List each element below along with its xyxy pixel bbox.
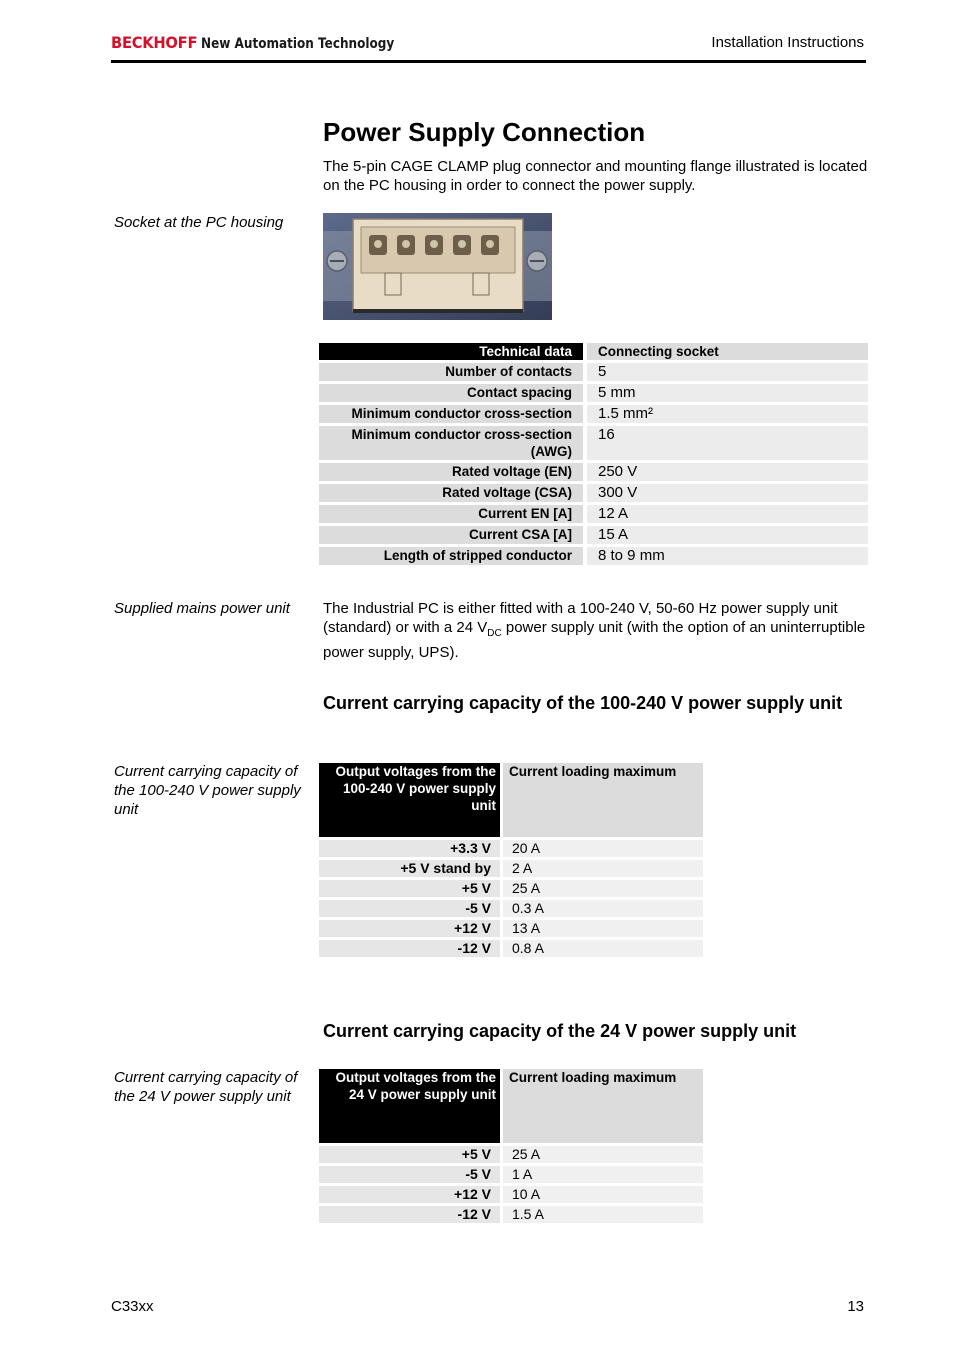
header-current-loading: Current loading maximum [500, 763, 703, 837]
table-row [319, 484, 868, 502]
technical-data-table [319, 340, 868, 568]
row-label: Number of contacts [319, 363, 583, 381]
row-label: +5 V [319, 1146, 500, 1163]
table-row [319, 1166, 703, 1183]
connector-photo [323, 213, 552, 320]
socket-caption: Socket at the PC housing [114, 214, 284, 231]
row-label: +12 V [319, 920, 500, 937]
row-value: 0.3 A [500, 900, 703, 917]
row-value: 0.8 A [500, 940, 703, 957]
row-value: 16 [583, 426, 868, 460]
row-value: 5 mm [583, 384, 868, 402]
table-row [319, 920, 703, 937]
mains-text-b: power supply unit (with the option of an uninterruptible power supply, UPS). [323, 619, 866, 661]
header-connecting-socket: Connecting socket [583, 343, 868, 360]
row-value: 1.5 A [500, 1206, 703, 1223]
row-label: +3.3 V [319, 840, 500, 857]
table-header-row [319, 1069, 703, 1143]
page-title: Power Supply Connection [323, 117, 646, 147]
table-row [319, 1206, 703, 1223]
row-value: 15 A [583, 526, 868, 544]
table-row [319, 1186, 703, 1203]
table-row [319, 940, 703, 957]
mains-paragraph [323, 599, 868, 662]
mains-text-a: The Industrial PC is either fitted with a 100-240 V, 50-60 Hz power supply unit (standard) or with a 24 V [323, 600, 838, 636]
row-label: Current CSA [A] [319, 526, 583, 544]
row-value: 250 V [583, 463, 868, 481]
row-value: 12 A [583, 505, 868, 523]
row-label: -12 V [319, 1206, 500, 1223]
row-value: 25 A [500, 880, 703, 897]
table-header-row [319, 343, 868, 360]
table-row [319, 363, 868, 381]
footer-product: C33xx [111, 1298, 154, 1315]
table-header-row [319, 763, 703, 837]
row-value: 1.5 mm² [583, 405, 868, 423]
row-label: -5 V [319, 1166, 500, 1183]
table-row [319, 1146, 703, 1163]
row-value: 20 A [500, 840, 703, 857]
row-label: +5 V [319, 880, 500, 897]
table-row [319, 840, 703, 857]
row-label: Current EN [A] [319, 505, 583, 523]
header-technical-data: Technical data [319, 343, 583, 360]
intro-paragraph: The 5-pin CAGE CLAMP plug connector and mounting flange illustrated is located on the PC housing in order to connect the power supply. [323, 158, 868, 194]
row-label: Length of stripped conductor [319, 547, 583, 565]
footer-page-number: 13 [847, 1298, 864, 1315]
mains-text-sub: DC [487, 628, 502, 639]
row-label: Contact spacing [319, 384, 583, 402]
header-rule [111, 60, 866, 63]
header-output-voltages: Output voltages from the 100-240 V power supply unit [319, 763, 500, 837]
row-label: Minimum conductor cross-section (AWG) [319, 426, 583, 460]
section2-heading: Current carrying capacity of the 24 V power supply unit [323, 1021, 797, 1041]
header-output-voltages: Output voltages from the 24 V power supply unit [319, 1069, 500, 1143]
brand-tagline: New Automation Technology [200, 36, 394, 52]
mains-caption: Supplied mains power unit [114, 600, 290, 617]
row-value: 13 A [500, 920, 703, 937]
row-value: 1 A [500, 1166, 703, 1183]
table-row [319, 405, 868, 423]
row-value: 25 A [500, 1146, 703, 1163]
row-label: Minimum conductor cross-section [319, 405, 583, 423]
header-current-loading: Current loading maximum [500, 1069, 703, 1143]
section2-caption: Current carrying capacity of the 24 V power supply unit [114, 1069, 298, 1105]
section1-heading: Current carrying capacity of the 100-240 V power supply unit [323, 693, 843, 713]
row-value: 300 V [583, 484, 868, 502]
table-row [319, 547, 868, 565]
table-row [319, 426, 868, 460]
table-row [319, 463, 868, 481]
row-value: 5 [583, 363, 868, 381]
brand-name: BECKHOFF [111, 33, 198, 52]
table-row [319, 384, 868, 402]
row-label: Rated voltage (EN) [319, 463, 583, 481]
section1-caption: Current carrying capacity of the 100-240 V power supply unit [114, 763, 301, 818]
table-row [319, 880, 703, 897]
current-capacity-table-24v [319, 1066, 703, 1226]
row-label: -5 V [319, 900, 500, 917]
table-row [319, 900, 703, 917]
table-row [319, 505, 868, 523]
row-label: -12 V [319, 940, 500, 957]
row-value: 10 A [500, 1186, 703, 1203]
row-value: 2 A [500, 860, 703, 877]
row-label: +12 V [319, 1186, 500, 1203]
table-row [319, 526, 868, 544]
brand-logo [111, 33, 425, 55]
header-section-title: Installation Instructions [711, 34, 864, 51]
current-capacity-table-100-240v [319, 760, 703, 960]
row-label: +5 V stand by [319, 860, 500, 877]
table-row [319, 860, 703, 877]
row-label: Rated voltage (CSA) [319, 484, 583, 502]
row-value: 8 to 9 mm [583, 547, 868, 565]
